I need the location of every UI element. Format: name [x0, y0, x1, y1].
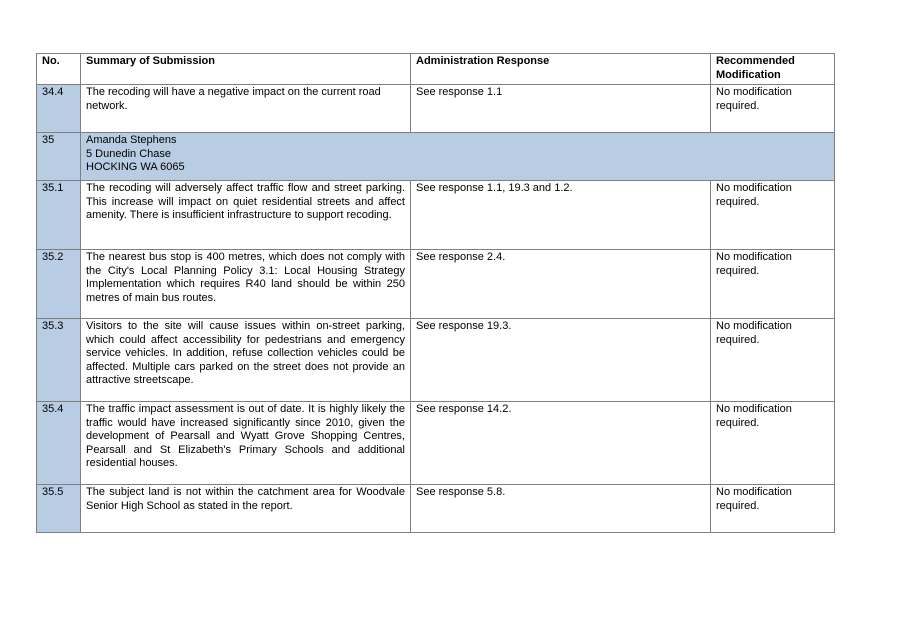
- row-modification: No modification required.: [711, 485, 835, 533]
- row-number: 34.4: [37, 85, 81, 133]
- row-response: See response 5.8.: [411, 485, 711, 533]
- table-row: [37, 485, 835, 533]
- row-modification: No modification required.: [711, 319, 835, 402]
- table-row: [37, 402, 835, 485]
- row-summary: The subject land is not within the catchment area for Woodvale Senior High School as stated in the report.: [81, 485, 411, 533]
- table-row: [37, 181, 835, 250]
- row-summary: The recoding will have a negative impact on the current road network.: [81, 85, 411, 133]
- submissions-table: [36, 53, 835, 533]
- header-summary: Summary of Submission: [81, 54, 411, 85]
- submissions-table-container: [36, 53, 834, 533]
- row-summary: The traffic impact assessment is out of date. It is highly likely the traffic would have increased significantly since 2010, given the development of Pearsall and Wyatt Grove Shopping Centres, Pearsall and St Elizabeth's Primary Schools and additional residential houses.: [81, 402, 411, 485]
- row-modification: No modification required.: [711, 250, 835, 319]
- submitter-row: [37, 133, 835, 181]
- row-summary: The nearest bus stop is 400 metres, which does not comply with the City's Local Planning Policy 3.1: Local Housing Strategy Implementation which requires R40 land should be within 250 metres of main bus routes.: [81, 250, 411, 319]
- header-no: No.: [37, 54, 81, 85]
- row-response: See response 2.4.: [411, 250, 711, 319]
- row-number: 35.2: [37, 250, 81, 319]
- row-modification: No modification required.: [711, 181, 835, 250]
- submitter-name: Amanda Stephens: [86, 134, 177, 146]
- row-summary: Visitors to the site will cause issues within on-street parking, which could affect accessibility for pedestrians and emergency service vehicles. In addition, refuse collection vehicles could be affected. Multiple cars parked on the street does not provide an attractive streetscape.: [81, 319, 411, 402]
- row-number: 35.4: [37, 402, 81, 485]
- header-modification: Recommended Modification: [711, 54, 835, 85]
- row-response: See response 1.1: [411, 85, 711, 133]
- table-row: [37, 319, 835, 402]
- table-header-row: [37, 54, 835, 85]
- row-modification: No modification required.: [711, 402, 835, 485]
- table-row: [37, 250, 835, 319]
- row-summary: The recoding will adversely affect traffic flow and street parking. This increase will impact on quiet residential streets and affect amenity. There is insufficient infrastructure to support recoding.: [81, 181, 411, 250]
- row-modification: No modification required.: [711, 85, 835, 133]
- submitter-suburb: HOCKING WA 6065: [86, 161, 185, 173]
- header-response: Administration Response: [411, 54, 711, 85]
- row-number: 35.3: [37, 319, 81, 402]
- row-number: 35: [37, 133, 81, 181]
- row-response: See response 19.3.: [411, 319, 711, 402]
- row-number: 35.5: [37, 485, 81, 533]
- row-response: See response 1.1, 19.3 and 1.2.: [411, 181, 711, 250]
- row-response: See response 14.2.: [411, 402, 711, 485]
- row-number: 35.1: [37, 181, 81, 250]
- submitter-details: [81, 133, 835, 181]
- table-row: [37, 85, 835, 133]
- submitter-address: 5 Dunedin Chase: [86, 147, 172, 160]
